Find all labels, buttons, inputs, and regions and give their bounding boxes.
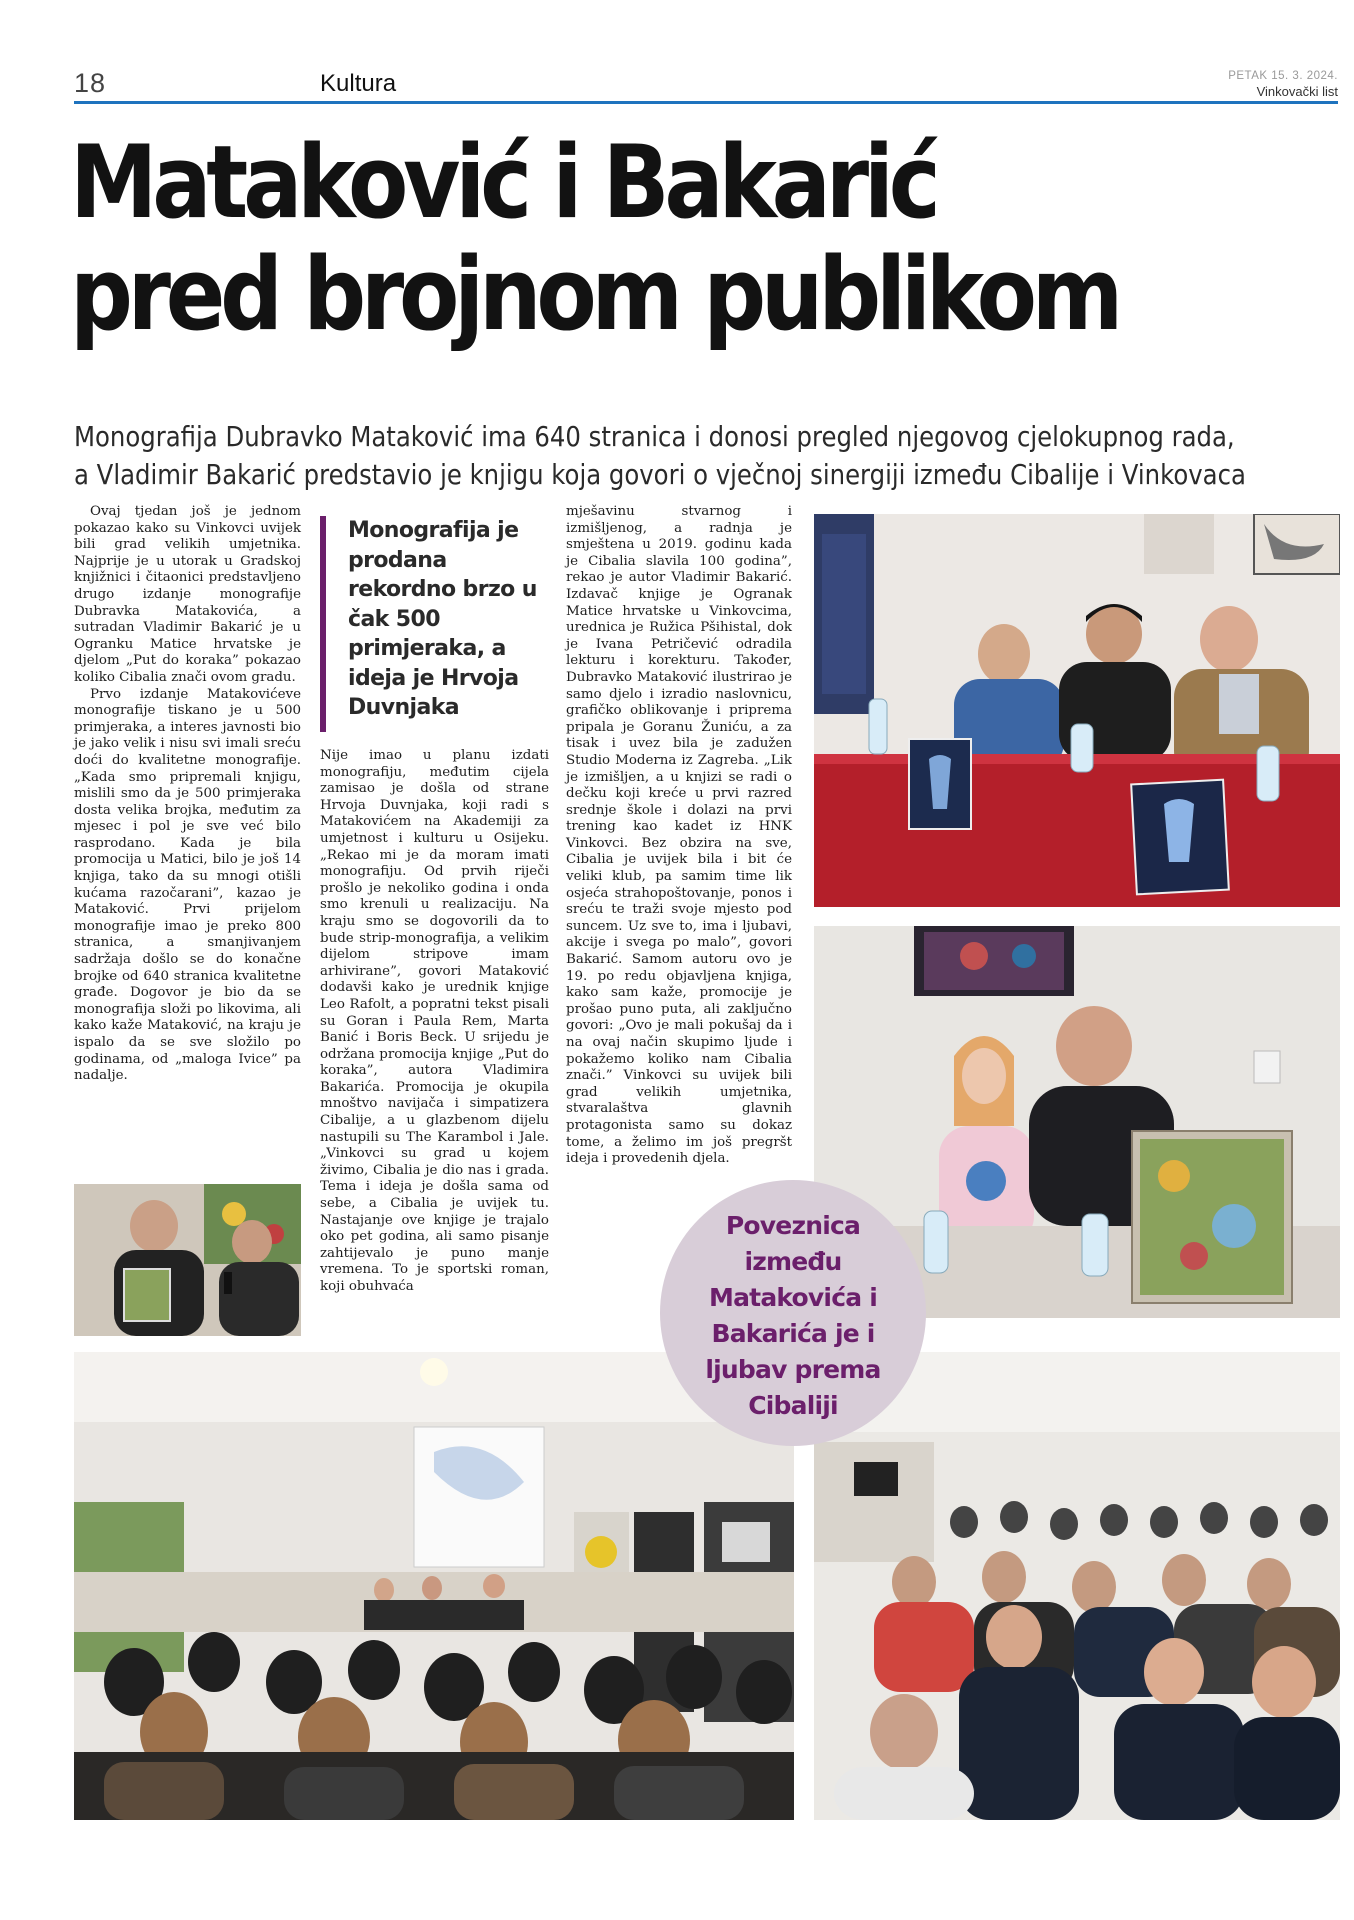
photo-matakovic-speaking — [74, 1184, 301, 1336]
circle-quote-text: Poveznica između Matakovića i Bakarića je i ljubav prema Cibaliji — [705, 1211, 881, 1420]
publication-name: Vinkovački list — [1256, 84, 1338, 99]
section-name: Kultura — [320, 70, 397, 97]
photo-library-hall — [74, 1352, 794, 1820]
article-paragraph: Nije imao u planu izdati monografiju, međutim cijela zamisao je došla od strane Hrvoja Duvnjaka, koji radi s Matakovićem na Akademiji za umjetnost i kulturu u Osijeku. „Rekao mi je da moram imati monografiju. Od prvih riječi prošlo je nekoliko godina i onda smo krenuli u realizaciju. Na kraju smo se dogovorili da to bude strip-monografija, a velikim dijelom stripove imam arhivirane”, govori Mataković dodavši kako je urednik knjige Leo Rafolt, a popratni tekst pisali su Goran i Paula Rem, Marta Banić i Boris Beck. U srijedu je održana promocija knjige „Put do koraka”, autora Vladimira Bakarića. Promocija je okupila mnoštvo navijača i simpatizera Cibalije, a u glazbenom dijelu nastupili su The Karambol i Jale. „Vinkovci su grad u kojem živimo, Cibalia je dio nas i grada. Tema i ideja je došla sama od sebe, a Cibalia je uvijek tu. Nastajanje ove knjige je trajalo oko pet godina, ali samo pisanje zahtijevalo je puno manje vremena. To je sportski roman, koji obuhvaća — [320, 748, 549, 1294]
article-column-1 — [74, 504, 301, 1085]
headline-line-1: Mataković i Bakarić — [70, 123, 936, 241]
deck-line-1: Monografija Dubravko Mataković ima 640 stranica i donosi pregled njegovog cjelokupnog rada, — [74, 420, 1235, 453]
article-paragraph: Prvo izdanje Matakovićeve monografije tiskano je u 500 primjeraka, a interes javnosti bio je jako velik i nisu svi imali sreću doći do kvalitetne monografije. „Kada smo pripremali knjigu, mislili smo da je 500 primjeraka dosta velika brojka, međutim za mjesec i pol je sve već bilo rasprodano. Kada je bila promocija u Matici, bilo je još 14 knjiga, tako da su mnogi otišli kućama razočarani”, kazao je Mataković. Prvi prijelom monografije imao je preko 800 stranica, a smanjivanjem sadržaja došlo se do konačne brojke od 640 stranica kvalitetne građe. Dogovor je bio da se monografija složi po likovima, ali kako kaže Mataković, na kraju je ispalo da se sve složilo po godinama, od „maloga Ivice” pa nadalje. — [74, 686, 301, 1084]
article-paragraph: Ovaj tjedan još je jednom pokazao kako su Vinkovci uvijek bili grad velikih umjetnika. Najprije je u utorak u Gradskoj knjižnici i čitaonici predstavljeno drugo izdanje monografije Dubravka Matakovića, a sutradan Vladimir Bakarić je u Ogranku Matice hrvatske je djelom „Put do koraka” pokazao koliko Cibalia znači ovom gradu. — [74, 504, 301, 685]
issue-date: PETAK 15. 3. 2024. — [1228, 70, 1338, 82]
header-rule — [74, 101, 1338, 104]
circle-quote — [660, 1180, 926, 1446]
headline-line-2: pred brojnom publikom — [70, 235, 1119, 353]
deck — [74, 418, 1246, 494]
photo-panel-table — [814, 514, 1340, 907]
pull-quote: Monografija je prodana rekordno brzo u čak 500 primjeraka, a ideja je Hrvoja Duvnjaka — [320, 516, 550, 732]
deck-line-2: a Vladimir Bakarić predstavio je knjigu koja govori o vječnoj sinergiji između Cibalije i Vinkovaca — [74, 458, 1246, 491]
article-paragraph: mješavinu stvarnog i izmišljenog, a radnja je smještena u 2019. godinu kada je Cibalia slavila 100 godina”, rekao je autor Vladimir Bakarić. Izdavač knjige je Ogranak Matice hrvatske u Vinkovcima, urednica je Ružica Pšihistal, dok je Ivana Petričević odradila lekturu i korekturu. Također, Dubravko Mataković ilustrirao je samo djelo i izradio naslovnicu, grafičko oblikovanje i priprema pripala je Goranu Žuniću, a za tisak i uvez bila je zadužen Studio Moderna iz Zagreba. „Lik je izmišljen, a u knjizi se radi o dečku koji kreće u prvi razred srednje škole i dolazi na prvi trening kao kadet iz HNK Vinkovci. Bez obzira na sve, Cibalia je uvijek bila i bit će veliki klub, pa samim time lik osjeća strahopoštovanje, ponos i sreću te traži svoje mjesto pod suncem. Uz sve to, ima i ljubavi, akcije i svega po malo”, govori Bakarić. Samom autoru ovo je 19. po redu objavljena knjiga, kako sam kaže, promocije je prošao puno puta, ali zaključno govori: „Ovo je mali pokušaj da i na ovaj način skupimo ljude i pokažemo koliko nam Cibalia znači.” Vinkovci su uvijek bili grad velikih umjetnika, stvaralaštva glavnih protagonista samo su dokaz tome, a želimo im još pregršt ideja i provedenih djela. — [566, 504, 792, 1167]
headline — [70, 123, 1158, 353]
article-column-2 — [320, 748, 549, 1296]
article-column-3 — [566, 504, 792, 1168]
page-number: 18 — [74, 68, 107, 98]
